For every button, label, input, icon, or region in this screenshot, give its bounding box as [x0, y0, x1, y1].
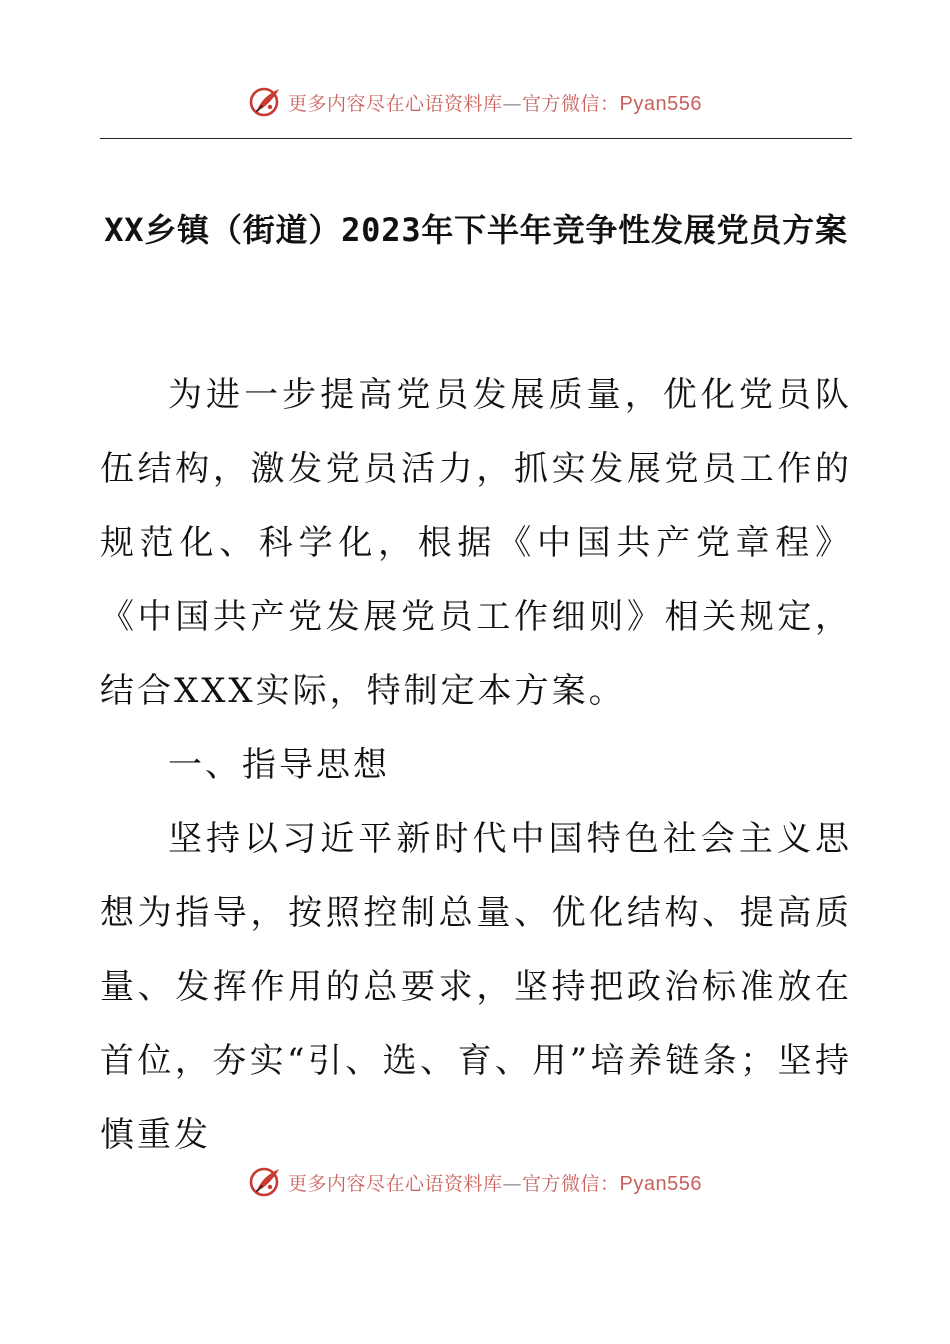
red-quill-logo-icon [248, 84, 284, 120]
red-quill-logo-icon [248, 1164, 284, 1200]
intro-paragraph: 为进一步提高党员发展质量，优化党员队伍结构，激发党员活力，抓实发展党员工作的规范化、科学化，根据《中国共产党章程》《中国共产党发展党员工作细则》相关规定，结合XXX实际，特制定本方案。 [100, 375, 852, 711]
watermark-text: 更多内容尽在心语资料库—官方微信：Pyan556 [288, 92, 702, 115]
section-heading-guiding-ideology: 一、指导思想 [168, 745, 390, 785]
document-body [100, 358, 852, 1172]
header-divider [100, 138, 852, 139]
body-paragraph: 坚持以习近平新时代中国特色社会主义思想为指导，按照控制总量、优化结构、提高质量、发挥作用的总要求，坚持把政治标准放在首位，夯实“引、选、育、用”培养链条；坚持慎重发 [100, 819, 852, 1155]
document-title: XX乡镇（街道）2023年下半年竞争性发展党员方案 [104, 211, 848, 249]
header-watermark [0, 82, 950, 122]
footer-watermark [0, 1162, 950, 1202]
watermark-text: 更多内容尽在心语资料库—官方微信：Pyan556 [288, 1172, 702, 1195]
